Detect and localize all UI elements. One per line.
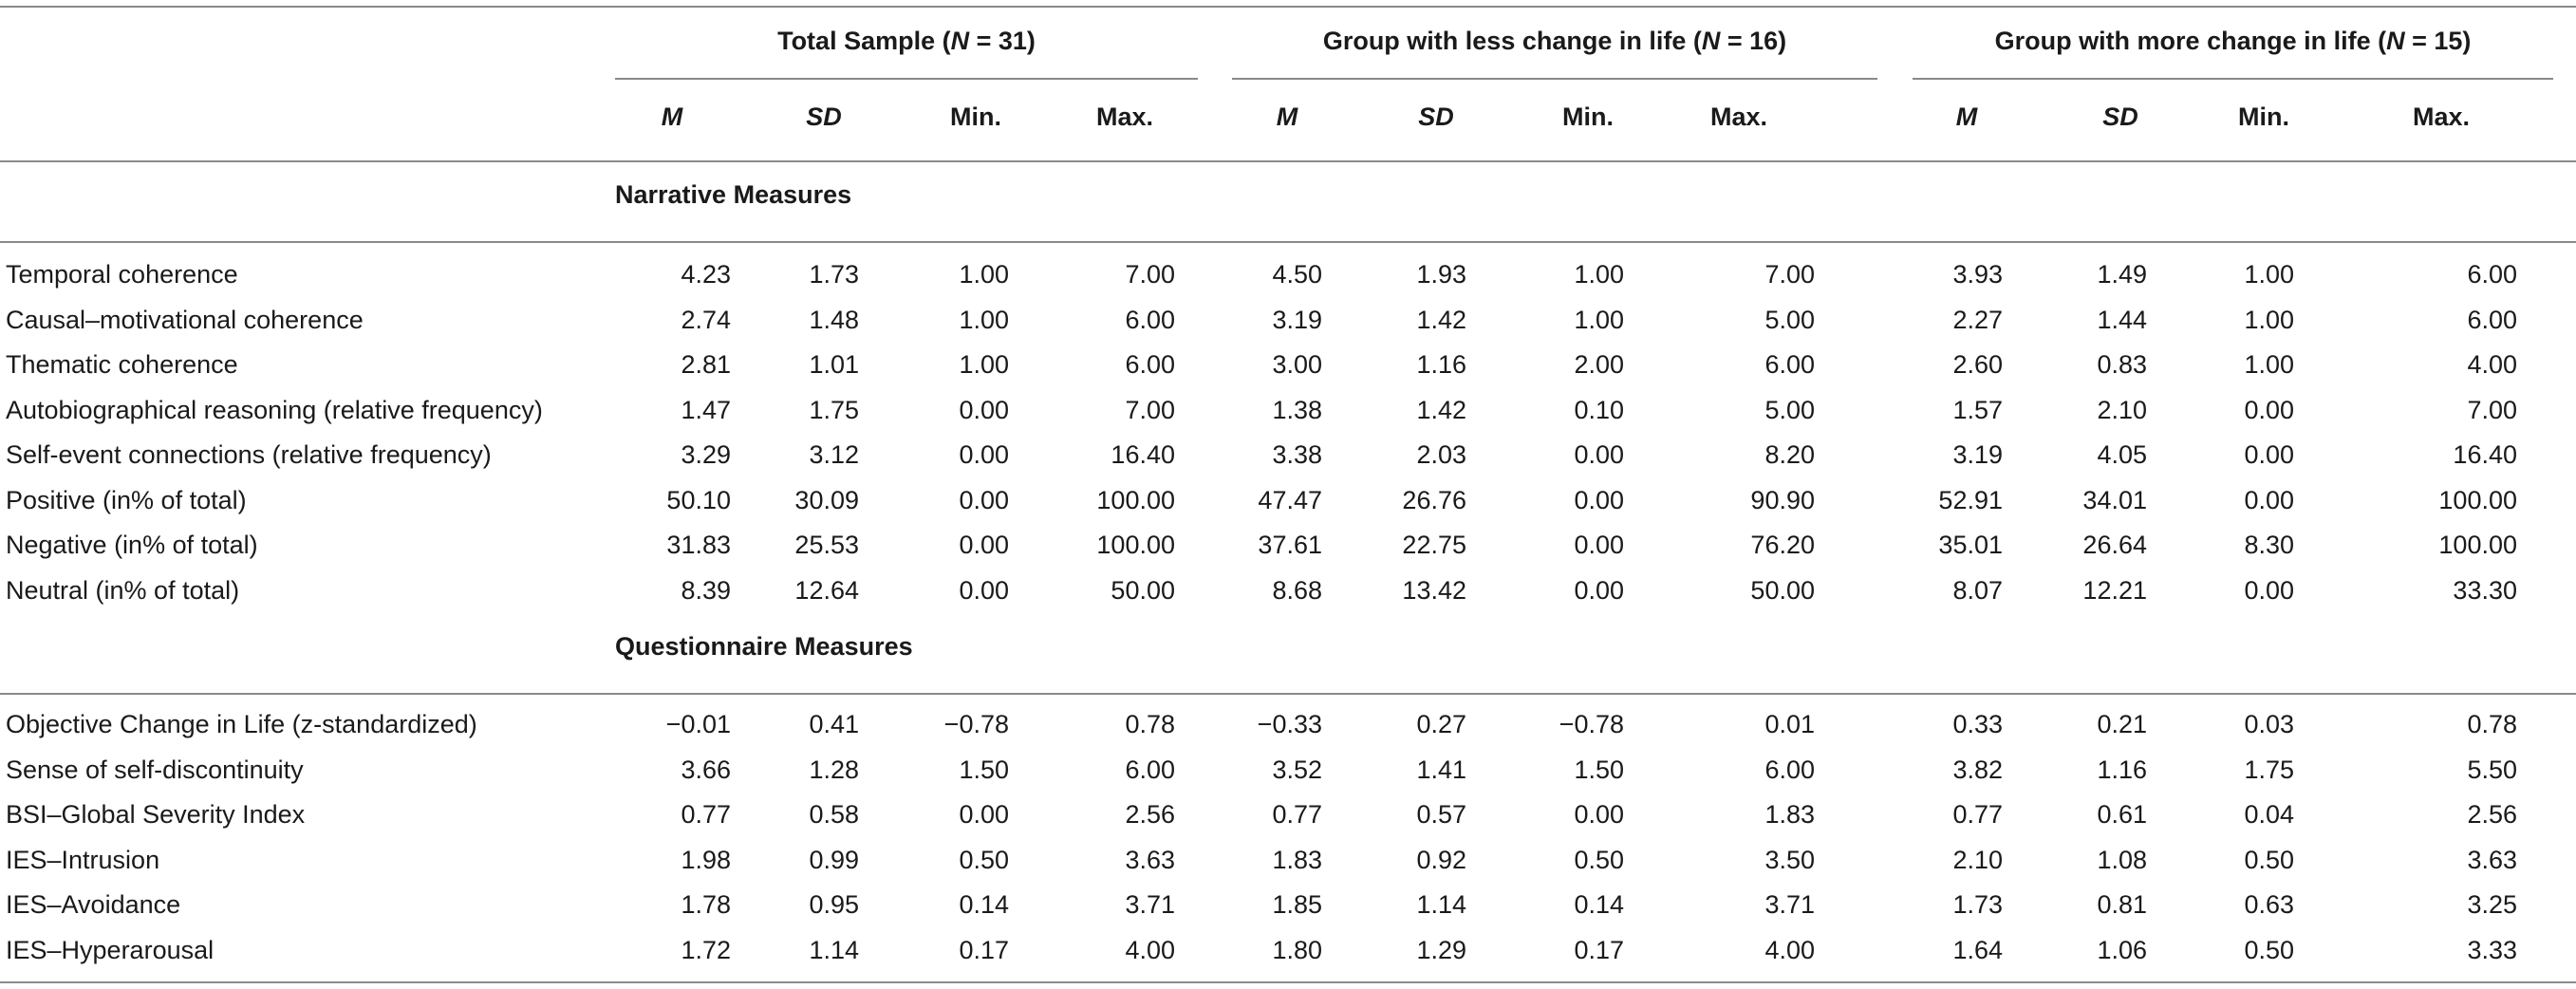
table-cell: 100.00 [1096, 485, 1175, 514]
row-label: Temporal coherence [6, 260, 238, 289]
table-cell: 1.73 [1952, 890, 2003, 919]
table-cell: 0.81 [2097, 890, 2147, 919]
group-n-symbol: N [1701, 27, 1721, 55]
table-cell: 0.17 [959, 935, 1009, 964]
column-header: Max. [2412, 103, 2471, 131]
table-cell: 1.75 [809, 395, 859, 424]
table-cell: 0.41 [809, 710, 859, 738]
column-header: SD [806, 103, 842, 131]
table-cell: 25.53 [794, 531, 859, 559]
table-cell: 1.73 [809, 260, 859, 289]
table-cell: 7.00 [1764, 260, 1815, 289]
table-cell: 2.10 [2097, 395, 2147, 424]
table-cell: 0.92 [1416, 845, 1466, 874]
table-cell: 100.00 [2438, 485, 2517, 514]
table-cell: 6.00 [2467, 260, 2517, 289]
table-cell: 7.00 [2467, 395, 2517, 424]
table-cell: 0.95 [809, 890, 859, 919]
table-cell: 1.00 [959, 260, 1009, 289]
table-cell: 1.28 [809, 755, 859, 784]
table-cell: 4.50 [1272, 260, 1322, 289]
group-underline [1913, 78, 2553, 80]
column-header: Min. [950, 103, 1001, 131]
group-n-value: = 15) [2404, 27, 2472, 55]
group-n-value: = 31) [969, 27, 1036, 55]
table-cell: 50.10 [666, 485, 731, 514]
table-cell: 1.14 [1416, 890, 1466, 919]
table-cell: 4.00 [1764, 935, 1815, 964]
table-cell: 0.78 [1125, 710, 1175, 738]
row-label: Neutral (in% of total) [6, 575, 240, 605]
table-cell: 1.83 [1764, 800, 1815, 829]
table-cell: 52.91 [1938, 485, 2003, 514]
table-cell: 3.52 [1272, 755, 1322, 784]
table-row [0, 433, 2576, 477]
table-cell: 0.01 [1764, 710, 1815, 738]
table-cell: 0.57 [1416, 800, 1466, 829]
table-cell: 6.00 [1125, 350, 1175, 379]
table-cell: −0.78 [1559, 710, 1624, 738]
table-cell: 50.00 [1750, 575, 1815, 605]
table-cell: 16.40 [1111, 440, 1175, 469]
table-cell: 0.10 [1574, 395, 1624, 424]
table-cell: 0.14 [959, 890, 1009, 919]
table-cell: 1.47 [681, 395, 731, 424]
row-label: Autobiographical reasoning (relative frequency) [6, 395, 543, 424]
table-cell: 3.29 [681, 440, 731, 469]
table-bottom-rule [0, 981, 2576, 983]
column-header: SD [1418, 103, 1454, 131]
table-cell: 1.48 [809, 305, 859, 334]
table-cell: 1.57 [1952, 395, 2003, 424]
table-cell: 1.83 [1272, 845, 1322, 874]
section-title: Narrative Measures [615, 180, 852, 209]
table-cell: 1.08 [2097, 845, 2147, 874]
table-cell: 1.00 [1574, 260, 1624, 289]
table-cell: 1.29 [1416, 935, 1466, 964]
table-cell: 33.30 [2453, 575, 2517, 605]
table-cell: 0.00 [1574, 800, 1624, 829]
table-cell: 22.75 [1402, 531, 1466, 559]
table-cell: 35.01 [1938, 531, 2003, 559]
table-cell: 0.27 [1416, 710, 1466, 738]
table-row [0, 569, 2576, 613]
table-cell: 1.06 [2097, 935, 2147, 964]
table-cell: 2.74 [681, 305, 731, 334]
row-label: Self-event connections (relative frequency) [6, 440, 492, 469]
table-cell: 26.64 [2082, 531, 2147, 559]
table-cell: 3.38 [1272, 440, 1322, 469]
row-label: Negative (in% of total) [6, 531, 258, 559]
table-cell: 0.00 [959, 395, 1009, 424]
group-header [1913, 19, 2553, 64]
table-cell: 0.00 [2244, 440, 2294, 469]
table-cell: 0.99 [809, 845, 859, 874]
group-header [1232, 19, 1877, 64]
table-cell: 1.98 [681, 845, 731, 874]
header-bottom-rule [0, 160, 2576, 162]
table-cell: 3.63 [2467, 845, 2517, 874]
group-underline [1232, 78, 1877, 80]
group-header-text: Total Sample ( [777, 27, 951, 55]
table-cell: 3.63 [1125, 845, 1175, 874]
table-cell: 0.63 [2244, 890, 2294, 919]
table-cell: 3.66 [681, 755, 731, 784]
table-cell: 0.00 [959, 575, 1009, 605]
table-cell: 34.01 [2082, 485, 2147, 514]
table-cell: 4.05 [2097, 440, 2147, 469]
section-rule [0, 693, 2576, 695]
table-row [0, 478, 2576, 523]
table-cell: 3.19 [1952, 440, 2003, 469]
table-cell: 3.00 [1272, 350, 1322, 379]
table-cell: 0.00 [959, 440, 1009, 469]
table-cell: 1.93 [1416, 260, 1466, 289]
table-cell: 3.12 [809, 440, 859, 469]
table-cell: 90.90 [1750, 485, 1815, 514]
table-cell: 4.23 [681, 260, 731, 289]
table-cell: 4.00 [1125, 935, 1175, 964]
table-cell: 47.47 [1258, 485, 1322, 514]
table-row [0, 883, 2576, 927]
table-cell: 0.50 [2244, 845, 2294, 874]
table-cell: 1.01 [809, 350, 859, 379]
table-cell: 2.60 [1952, 350, 2003, 379]
table-cell: 2.03 [1416, 440, 1466, 469]
row-label: IES–Hyperarousal [6, 935, 215, 964]
group-header-text: Group with less change in life ( [1322, 27, 1702, 55]
group-header [615, 19, 1198, 64]
group-underline [615, 78, 1198, 80]
table-cell: 0.61 [2097, 800, 2147, 829]
group-n-symbol: N [950, 27, 970, 55]
table-cell: 2.81 [681, 350, 731, 379]
table-top-rule [0, 6, 2576, 8]
table-cell: 0.00 [1574, 531, 1624, 559]
table-cell: 0.17 [1574, 935, 1624, 964]
table-cell: 100.00 [1096, 531, 1175, 559]
table-cell: 1.00 [1574, 305, 1624, 334]
table-row [0, 252, 2576, 297]
table-cell: 13.42 [1402, 575, 1466, 605]
table-cell: 0.00 [959, 800, 1009, 829]
table-cell: 0.83 [2097, 350, 2147, 379]
section-rule [0, 241, 2576, 243]
row-label: IES–Intrusion [6, 845, 160, 874]
table-cell: 0.00 [1574, 575, 1624, 605]
table-cell: 1.38 [1272, 395, 1322, 424]
table-cell: 3.82 [1952, 755, 2003, 784]
table-cell: −0.78 [943, 710, 1009, 738]
table-cell: 2.56 [2467, 800, 2517, 829]
table-cell: 0.00 [1574, 440, 1624, 469]
table-cell: 0.00 [2244, 395, 2294, 424]
table-cell: 0.00 [2244, 575, 2294, 605]
table-cell: 1.16 [1416, 350, 1466, 379]
table-cell: 1.16 [2097, 755, 2147, 784]
row-label: Objective Change in Life (z-standardized) [6, 710, 477, 738]
row-label: IES–Avoidance [6, 890, 181, 919]
table-cell: 0.00 [1574, 485, 1624, 514]
table-cell: 1.80 [1272, 935, 1322, 964]
table-cell: 0.14 [1574, 890, 1624, 919]
table-cell: 37.61 [1258, 531, 1322, 559]
table-row [0, 298, 2576, 343]
table-cell: 1.41 [1416, 755, 1466, 784]
table-row [0, 702, 2576, 747]
table-cell: 2.00 [1574, 350, 1624, 379]
table-cell: 8.39 [681, 575, 731, 605]
table-row [0, 928, 2576, 973]
table-cell: 30.09 [794, 485, 859, 514]
table-cell: 76.20 [1750, 531, 1815, 559]
table-cell: 3.93 [1952, 260, 2003, 289]
column-header: M [661, 103, 683, 131]
table-cell: 3.71 [1764, 890, 1815, 919]
group-n-value: = 16) [1720, 27, 1787, 55]
table-cell: 1.50 [1574, 755, 1624, 784]
column-header: Max. [1709, 103, 1768, 131]
table-cell: 0.00 [959, 531, 1009, 559]
table-cell: 12.21 [2082, 575, 2147, 605]
table-cell: 8.20 [1764, 440, 1815, 469]
row-label: Sense of self-discontinuity [6, 755, 304, 784]
table-cell: 0.04 [2244, 800, 2294, 829]
table-cell: 0.50 [2244, 935, 2294, 964]
table-cell: 0.00 [959, 485, 1009, 514]
table-cell: 1.85 [1272, 890, 1322, 919]
table-cell: 0.50 [959, 845, 1009, 874]
table-cell: 8.07 [1952, 575, 2003, 605]
table-cell: 4.00 [2467, 350, 2517, 379]
table-cell: 0.77 [1272, 800, 1322, 829]
table-cell: 2.27 [1952, 305, 2003, 334]
table-cell: 6.00 [1764, 350, 1815, 379]
row-label: Causal–motivational coherence [6, 305, 364, 334]
table-cell: −0.01 [665, 710, 731, 738]
column-header: SD [2102, 103, 2138, 131]
table-cell: 0.77 [1952, 800, 2003, 829]
table-cell: 1.42 [1416, 395, 1466, 424]
table-row [0, 388, 2576, 433]
table-cell: 1.00 [959, 350, 1009, 379]
table-cell: 2.10 [1952, 845, 2003, 874]
table-cell: 0.21 [2097, 710, 2147, 738]
table-cell: 2.56 [1125, 800, 1175, 829]
table-cell: 1.75 [2244, 755, 2294, 784]
table-cell: 0.50 [1574, 845, 1624, 874]
column-header: Min. [1562, 103, 1614, 131]
table-cell: 0.77 [681, 800, 731, 829]
table-cell: 3.50 [1764, 845, 1815, 874]
table-cell: 1.00 [2244, 260, 2294, 289]
table-cell: 1.72 [681, 935, 731, 964]
column-header: M [1955, 103, 1978, 131]
table-cell: 1.00 [959, 305, 1009, 334]
table-cell: −0.33 [1257, 710, 1322, 738]
group-header-text: Group with more change in life ( [1994, 27, 2387, 55]
table-cell: 1.14 [809, 935, 859, 964]
table-cell: 12.64 [794, 575, 859, 605]
table-cell: 1.50 [959, 755, 1009, 784]
table-cell: 6.00 [1125, 755, 1175, 784]
table-cell: 3.25 [2467, 890, 2517, 919]
column-header: Min. [2238, 103, 2289, 131]
table-cell: 1.44 [2097, 305, 2147, 334]
table-cell: 5.00 [1764, 305, 1815, 334]
group-n-symbol: N [2386, 27, 2405, 55]
table-cell: 1.64 [1952, 935, 2003, 964]
table-cell: 31.83 [666, 531, 731, 559]
row-label: Thematic coherence [6, 350, 238, 379]
table-row [0, 343, 2576, 387]
table-cell: 1.00 [2244, 350, 2294, 379]
table-cell: 0.33 [1952, 710, 2003, 738]
table-cell: 8.30 [2244, 531, 2294, 559]
column-header: Max. [1095, 103, 1154, 131]
table-cell: 3.71 [1125, 890, 1175, 919]
table-cell: 5.50 [2467, 755, 2517, 784]
table-row [0, 838, 2576, 883]
table-cell: 1.00 [2244, 305, 2294, 334]
table-cell: 6.00 [1764, 755, 1815, 784]
table-cell: 1.78 [681, 890, 731, 919]
table-cell: 26.76 [1402, 485, 1466, 514]
table-cell: 6.00 [2467, 305, 2517, 334]
table-cell: 100.00 [2438, 531, 2517, 559]
table-cell: 50.00 [1111, 575, 1175, 605]
column-header: M [1276, 103, 1298, 131]
table-cell: 3.33 [2467, 935, 2517, 964]
table-row [0, 793, 2576, 837]
table-cell: 0.58 [809, 800, 859, 829]
table-cell: 1.42 [1416, 305, 1466, 334]
table-cell: 7.00 [1125, 260, 1175, 289]
table-cell: 0.03 [2244, 710, 2294, 738]
table-cell: 16.40 [2453, 440, 2517, 469]
row-label: Positive (in% of total) [6, 485, 247, 514]
table-cell: 0.00 [2244, 485, 2294, 514]
section-title: Questionnaire Measures [615, 632, 913, 661]
table-row [0, 748, 2576, 793]
table-cell: 8.68 [1272, 575, 1322, 605]
table-cell: 6.00 [1125, 305, 1175, 334]
table-cell: 5.00 [1764, 395, 1815, 424]
table-cell: 0.78 [2467, 710, 2517, 738]
table-cell: 3.19 [1272, 305, 1322, 334]
row-label: BSI–Global Severity Index [6, 800, 306, 829]
table-row [0, 523, 2576, 568]
table-cell: 1.49 [2097, 260, 2147, 289]
table-cell: 7.00 [1125, 395, 1175, 424]
